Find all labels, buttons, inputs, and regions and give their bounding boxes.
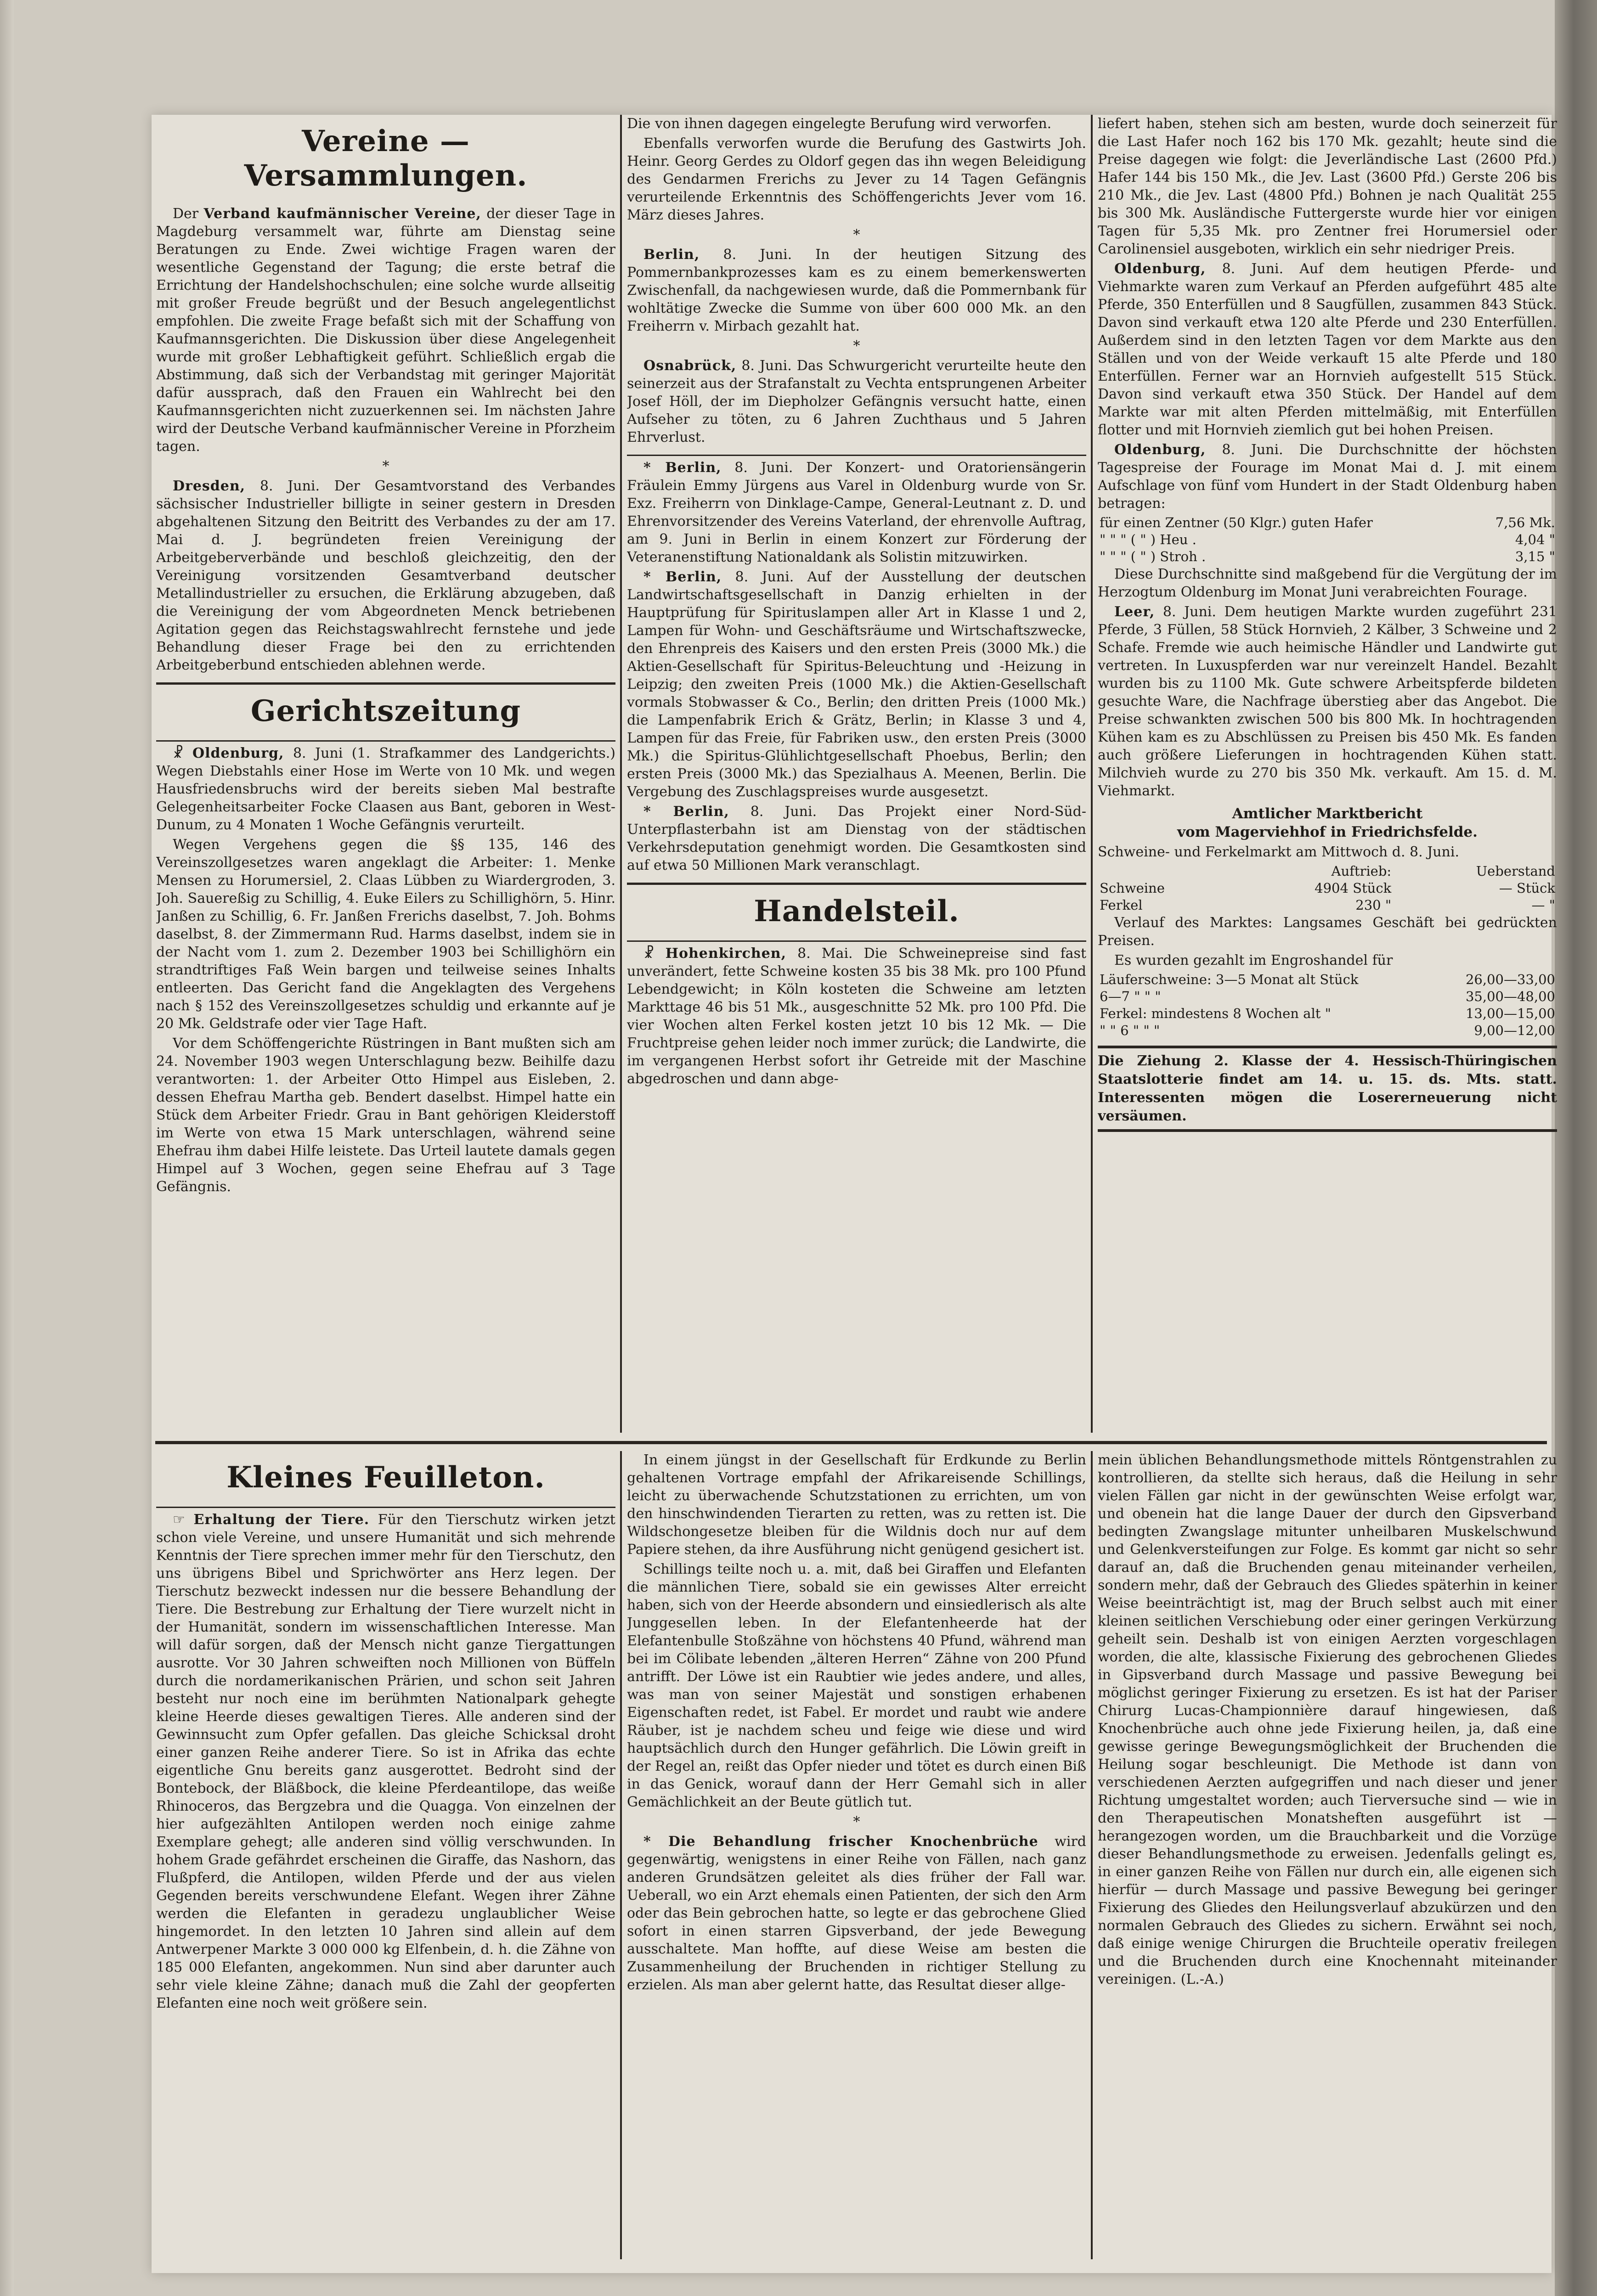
article-knochen bbox=[627, 1833, 1086, 1994]
article-text: 8. Mai. Die Schweinepreise sind fast unverändert, fette Schweine kosten 35 bis 38 Mk. pro 100 Pfund Lebendgewicht; in Köln kosteten die Schweine am letzten Markttage 46 bis 51 Mk., ausgeschnitte 52 Mk. pro 100 Pfd. Die vier Wochen alten Ferkel kosten jetzt 10 bis 12 Mk. — Die Fruchtpreise gehen leider noch immer zurück; die Landwirte, die im vergangenen Herbst sofort ihr Getreide mit der Maschine abgedroschen und dann abge- bbox=[627, 945, 1086, 1087]
table-cell: 7,56 Mk. bbox=[1495, 515, 1555, 530]
table-row bbox=[1098, 988, 1557, 1005]
article-text: 8. Juni. Das Schwurgericht verurteilte heute den seinerzeit aus der Strafanstalt zu Vechta entsprungenen Arbeiter Josef Höll, der im Diepholzer Gefängnis versucht hatte, einen Aufseher zu töten, zu 6 Jahren Zuchthaus und 5 Jahren Ehrverlust. bbox=[627, 358, 1086, 445]
article-text: 8. Juni (1. Strafkammer des Landgerichts.) Wegen Diebstahls einer Hose im Werte von 10 Mk. und wegen Hausfriedensbruchs wird der bereits sieben Mal bestrafte Gelegenheitsarbeiter Focke Claasen aus Bant, geboren in West-Dunum, zu 4 Monaten 1 Woche Gefängnis verurteilt. bbox=[156, 745, 615, 833]
section-rule bbox=[627, 940, 1086, 942]
article-lead: * Berlin, bbox=[643, 460, 722, 476]
table-row bbox=[1098, 971, 1557, 988]
article-berufung: Die von ihnen dagegen eingelegte Berufung wird verworfen. bbox=[627, 116, 1052, 132]
article-signature: (L.-A.) bbox=[1180, 1971, 1224, 1987]
table-header: Auftrieb: bbox=[1331, 863, 1392, 879]
table-row bbox=[1098, 1022, 1557, 1039]
newspaper-page bbox=[152, 115, 1557, 2273]
table-cell: Ferkel: mindestens 8 Wochen alt " bbox=[1100, 1006, 1331, 1021]
article-lead: Osnabrück, bbox=[643, 358, 737, 374]
separator-star: * bbox=[382, 458, 389, 474]
article-lead: Oldenburg, bbox=[1114, 261, 1206, 277]
article-lead: * Die Behandlung frischer Knochenbrüche bbox=[643, 1834, 1038, 1850]
table-cell: 6—7 " " " bbox=[1100, 989, 1161, 1004]
separator-star: * bbox=[853, 227, 860, 243]
table-header: Ueberstand bbox=[1476, 863, 1555, 879]
column-1 bbox=[156, 115, 615, 1433]
article-lead: Erhaltung der Tiere. bbox=[193, 1512, 370, 1528]
article-text: der dieser Tage in Magdeburg versammelt war, führte am Dienstag seine Beratungen zu Ende. Zwei wichtige Fragen waren der wesentliche Gegenstand der Tagung; die erste betraf die Errichtung der Handelshochschulen; eine solche wurde allseitig mit großer Freude begrüßt und der Besuch angelegentlichst empfohlen. Die zweite Frage befaßt sich mit der Schaffung von Kaufmannsgerichten. Die Diskussion über diese Angelegenheit wurde mit großer Lebhaftigkeit geführt. Schließlich ergab die Abstimmung, daß sich der Verbandstag mit geringer Majorität dafür aussprach, daß den Frauen ein Wahlrecht bei den Kaufmannsgerichten nicht zuzuerkennen sei. Im nächsten Jahre wird der Deutsche Verband kaufmännischer Vereine in Pforzheim tagen. bbox=[156, 206, 615, 455]
table-cell: — Stück bbox=[1499, 880, 1555, 896]
table-cell: " " " ( " ) Heu . bbox=[1100, 532, 1196, 547]
column-rule bbox=[620, 1451, 622, 2259]
table-cell bbox=[1098, 863, 1234, 880]
article-oldenburg-court bbox=[156, 744, 615, 834]
section-rule bbox=[156, 682, 615, 685]
section-divider bbox=[155, 1441, 1547, 1444]
separator-star: * bbox=[853, 338, 860, 354]
column-rule bbox=[1091, 115, 1093, 1433]
table-row bbox=[1098, 880, 1557, 897]
section-rule bbox=[627, 455, 1086, 456]
article-vereinszoll: Wegen Vergehens gegen die §§ 135, 146 des Vereinszollgesetzes waren angeklagt die Arbeiter: 1. Menke Mensen zu Horumersiel, 2. Claas Lübben zu Wiardergroden, 3. Joh. Sauereßig zu Schillig, 4. Euke Eilers zu Schillighörn, 5. Hinr. Janßen zu Schillig, 6. Fr. Janßen Frerichs daselbst, 7. Joh. Bohms daselbst, 8. der Zimmermann Rud. Harms daselbst, indem sie in der Nacht vom 1. zum 2. Dezember 1903 bei Schillighörn ein strandtriftiges Faß Wein bargen und teilweise seines Inhalts entleerten. Das Gericht fand die Angeklagten des Vergehens nach § 152 des Vereinszollgesetzes schuldig und erkannte auf je 20 Mk. Geldstrafe oder vier Tage Haft. bbox=[156, 837, 615, 1032]
article-berlin-lampen bbox=[627, 568, 1086, 801]
article-lead: Dresden, bbox=[173, 478, 246, 494]
table-cell: 9,00—12,00 bbox=[1474, 1023, 1555, 1038]
section-rule bbox=[627, 883, 1086, 885]
article-lead: Berlin, bbox=[643, 247, 700, 263]
table-row bbox=[1098, 531, 1557, 548]
article-text: mein üblichen Behandlungsmethode mittels Röntgenstrahlen zu kontrollieren, da stellte sich heraus, daß die Heilung in sehr vielen Fällen gar nicht in der gewünschten Weise erfolgt war, und obenein hat die lange Dauer der durch den Gipsverband bedingten Zwangslage mitunter unheilbaren Muskelschwund und Gelenkversteifungen zur Folge. Es kommt gar nicht so sehr darauf an, daß die Bruchenden genau miteinander verheilen, sondern mehr, daß der Gebrauch des Gliedes späterhin in keiner Weise beeinträchtigt ist, mag der Bruch selbst auch mit einer kleinen seitlichen Verschiebung oder einer geringen Verkürzung geheilt sein. Deshalb ist von einigen Aerzten vorgeschlagen worden, die alte, klassische Fixierung des gebrochenen Gliedes in Gipsverband durch Massage und passive Bewegung bei möglichst geringer Fixierung zu ersetzen. Es ist hat der Pariser Chirurg Lucas-Championnière darauf hingewiesen, daß Knochenbrüche auch ohne jede Fixierung heilen, ja, daß eine gewisse geringe Bewegungsmöglichkeit der Bruchenden die Heilung sogar beschleunigt. Die Methode ist dann von verschiedenen Aerzten aufgegriffen und nach dieser und jener Richtung umgestaltet worden; auch Tierversuche sind — wie in den Therapeutischen Monatsheften ausgeführt ist — herangezogen worden, um die Brauchbarkeit und die Vorzüge dieser Behandlungsmethode zu erweisen. Jedenfalls gelingt es, in einer ganzen Reihe von Fällen nur durch ein, alle eigenen sich hierfür — durch Massage und passive Bewegung bei geringer Fixierung des Gliedes den Heilungsverlauf abzukürzen und den normalen Gebrauch des Gliedes zu sichern. Erwähnt sei noch, daß einige wenige Chirurgen die Bruchteile operativ freilegen und die Bruchenden durch eine Knochennaht miteinander vereinigen. bbox=[1098, 1452, 1557, 1987]
table-row bbox=[1098, 548, 1557, 565]
article-text: 8. Juni. In der heutigen Sitzung des Pommernbankprozesses kam es zu einem bemerkenswerten Zwischenfall, da nachgewiesen wurde, daß die Pommernbank für wohltätige Zwecke die Summe von über 600 000 Mk. an den Freiherrn v. Mirbach gezahlt hat. bbox=[627, 247, 1086, 334]
article-text: 8. Juni. Auf der Ausstellung der deutschen Landwirtschaftsgesellschaft in Danzig erhielten in der Hauptprüfung für Spirituslampen aller Art in Klasse 1 und 2, Lampen für Wohn- und Geschäftsräume und Wirtschaftszwecke, den Ehrenpreis des Kaisers und den ersten Preis (3000 Mk.) die Aktien-Gesellschaft für Spiritus-Beleuchtung und -Heizung in Leipzig; den zweiten Preis (1000 Mk.) die Aktien-Gesellschaft vormals Stobwasser & Co., Berlin; den dritten Preis (1000 Mk.) die Lampenfabrik Erich & Grätz, Berlin; in Klasse 3 und 4, Lampen für das Freie, für Fabriken usw., den ersten Preis (3000 Mk.) die Spiritus-Glühlichtgesellschaft Phoebus, Berlin; den ersten Preis (3000 Mk.) das Spezialhaus A. Meenen, Berlin. Die Vergebung des Zuschlagspreises wurde ausgesetzt. bbox=[627, 569, 1086, 800]
article-verband bbox=[156, 205, 615, 456]
table-cell: 4904 Stück bbox=[1315, 880, 1392, 896]
column-3 bbox=[1098, 115, 1557, 1433]
market-report-title bbox=[1098, 805, 1557, 841]
table-cell: Schweine bbox=[1100, 880, 1165, 896]
table-cell: 4,04 " bbox=[1515, 532, 1555, 547]
article-oldenburg-fourage bbox=[1098, 441, 1557, 512]
article-tiere bbox=[156, 1511, 615, 2012]
article-gerdes: Ebenfalls verworfen wurde die Berufung des Gastwirts Joh. Heinr. Georg Gerdes zu Oldorf gegen das ihn wegen Beleidigung des Gendarmen Frerichs zu Jever zu 14 Tagen Gefängnis verurteilende Erkenntnis des Schöffengerichts Jever vom 16. März dieses Jahres. bbox=[627, 135, 1086, 223]
fourage-note: Diese Durchschnitte sind maßgebend für die Vergütung der im Herzogtum Oldenburg im Monat Juni verabreichten Fourage. bbox=[1098, 566, 1557, 600]
article-berlin-pommernbank bbox=[627, 246, 1086, 335]
table-cell: Ferkel bbox=[1100, 897, 1143, 913]
feuilleton-section bbox=[152, 1451, 1557, 2259]
article-lead: * Berlin, bbox=[643, 569, 722, 585]
market-verlauf: Verlauf des Marktes: Langsames Geschäft bei gedrückten Preisen. bbox=[1098, 915, 1557, 949]
table-cell: 230 " bbox=[1355, 897, 1392, 913]
page-edge bbox=[1555, 0, 1597, 2296]
article-oldenburg-pferde bbox=[1098, 260, 1557, 439]
section-heading-vereine: Vereine — Versammlungen. bbox=[244, 124, 528, 193]
article-lead: Leer, bbox=[1114, 604, 1155, 620]
article-text: 8. Juni. Die Durchschnitte der höchsten Tagespreise der Fourage im Monat Mai d. J. mit einem Aufschlage von fünf vom Hundert in der Stadt Oldenburg haben betragen: bbox=[1098, 442, 1557, 512]
auftrieb-table bbox=[1098, 863, 1557, 914]
article-schillings: Schillings teilte noch u. a. mit, daß bei Giraffen und Elefanten die männlichen Tiere, sobald sie ein gewisses Alter erreicht haben, sich von der Heerde absondern und einsiedlerisch als alte Junggesellen leben. In der Elefantenheerde hat der Elefantenbulle Stoßzähne von höchstens 40 Pfund, während man bei im Cölibate lebenden „älteren Herren“ Zähne von 200 Pfund antrifft. Der Löwe ist ein Raubtier wie jedes andere, und alles, was man von seiner Majestät und sonstigen erhabenen Eigenschaften redet, ist Fabel. Er mordet und raubt wie andere Räuber, ist je nachdem scheu und feige wie diese und wird hauptsächlich durch den Hunger gefährlich. Die Löwin greift in der Regel an, reißt das Opfer nieder und tötet es durch einen Biß in das Genick, worauf dann der Herr Gemahl sich in aller Gemächlichkeit an der Beute gütlich tut. bbox=[627, 1561, 1086, 1810]
table-row bbox=[1098, 514, 1557, 531]
section-rule bbox=[156, 740, 615, 742]
table-cell: Läuferschweine: 3—5 Monat alt Stück bbox=[1100, 972, 1359, 987]
section-heading-feuilleton: Kleines Feuilleton. bbox=[226, 1460, 545, 1495]
table-cell: für einen Zentner (50 Klgr.) guten Hafer bbox=[1100, 515, 1373, 530]
lottery-notice: Die Ziehung 2. Klasse der 4. Hessisch-Thüringischen Staatslotterie findet am 14. u. 15. ds. Mts. statt. Interessenten mögen die Losererneuerung nicht versäumen. bbox=[1098, 1046, 1557, 1132]
article-vortrag: In einem jüngst in der Gesellschaft für Erdkunde zu Berlin gehaltenen Vortrage empfahl der Afrikareisende Schillings, leicht zu überwachende Schutzstationen zu errichten, um von den hinschwindenden Tierarten zu retten, was zu retten ist. Die Wildschongesetze bleiben für die Wildnis doch nur auf dem Papiere stehen, da ihre Ausführung nicht genügend gesichert ist. bbox=[627, 1452, 1086, 1558]
market-report-title-line: Amtlicher Marktbericht bbox=[1232, 805, 1423, 822]
article-text: 8. Juni. Auf dem heutigen Pferde- und Viehmarkte waren zum Verkauf an Pferden aufgeführt 485 alte Pferde, 350 Enterfüllen und 8 Saugfüllen, zusammen 843 Stück. Davon sind verkauft etwa 120 alte Pferde und 230 Enterfüllen. Außerdem sind in den letzten Tagen vor dem Markte aus den Ställen und von der Weide verkauft 15 alte Pferde und 180 Enterfüllen. Ferner war an Hornvieh aufgestellt 515 Stück. Davon sind verkauft etwa 350 Stück. Der Handel auf dem Markte war mit alten Pferden mittelmäßig, mit Enterfüllen flotter und mit Hornvieh ziemlich gut bei hohen Preisen. bbox=[1098, 261, 1557, 438]
article-berlin-juergens bbox=[627, 459, 1086, 566]
article-osnabrueck bbox=[627, 357, 1086, 446]
article-lead: Oldenburg, bbox=[192, 745, 284, 761]
article-lead: Hohenkirchen, bbox=[665, 945, 787, 962]
market-engros: Es wurden gezahlt im Engroshandel für bbox=[1114, 952, 1393, 968]
article-text: 8. Juni. Dem heutigen Markte wurden zugeführt 231 Pferde, 3 Füllen, 58 Stück Hornvieh, 2 Kälber, 3 Schweine und 2 Schafe. Fremde wie auch heimische Händler und Landwirte gut vertreten. In Luxuspferden war nur vereinzelt Handel. Bezahlt wurden bis zu 1100 Mk. Gute schwere Arbeitspferde bildeten gesuchte Ware, die Nachfrage überstieg aber das Angebot. Die Preise schwankten zwischen 500 bis 800 Mk. In hochtragenden Kühen kam es zu Abschlüssen zu Preisen bis 450 Mk. Es fanden auch größere Lieferungen in hochtragenden Kühen statt. Milchvieh wurde zu 270 bis 350 Mk. verkauft. Am 15. d. M. Viehmarkt. bbox=[1098, 604, 1557, 799]
article-lead: * Berlin, bbox=[643, 804, 729, 820]
table-cell: 13,00—15,00 bbox=[1465, 1006, 1555, 1021]
preise-table bbox=[1098, 971, 1557, 1039]
top-section bbox=[152, 115, 1557, 1433]
table-cell: 35,00—48,00 bbox=[1465, 989, 1555, 1004]
article-hafer: liefert haben, stehen sich am besten, wurde doch seinerzeit für die Last Hafer noch 162 bis 170 Mk. gezahlt; heute sind die Preise dagegen wie folgt: die Jeverländische Last (2600 Pfd.) Hafer 144 bis 150 Mk., die Jev. Last (3600 Pfd.) Gerste 206 bis 210 Mk., die Jev. Last (4800 Pfd.) Bohnen je nach Qualität 255 bis 300 Mk. Ausländische Futtergerste wurde hier vor einigen Tagen für 5,35 Mk. pro Zentner frei Horumersiel oder Carolinensiel ausgeboten, wirklich ein sehr niedriger Preis. bbox=[1098, 116, 1557, 257]
table-header-row bbox=[1098, 863, 1557, 880]
section-rule bbox=[156, 1507, 615, 1508]
fourage-table bbox=[1098, 514, 1557, 565]
section-heading-handel: Handelsteil. bbox=[754, 894, 959, 929]
article-berlin-bahn bbox=[627, 803, 1086, 874]
table-cell: " " " ( " ) Stroh . bbox=[1100, 549, 1206, 564]
article-lead: Oldenburg, bbox=[1114, 442, 1206, 458]
article-lead: Verband kaufmännischer Vereine, bbox=[203, 206, 481, 222]
market-intro: Schweine- und Ferkelmarkt am Mittwoch d. 8. Juni. bbox=[1098, 844, 1460, 860]
column-2 bbox=[627, 1451, 1086, 2259]
table-row bbox=[1098, 897, 1557, 914]
article-text: 8. Juni. Der Gesamtvorstand des Verbandes sächsischer Industrieller billigte in seiner gestern in Dresden abgehaltenen Sitzung den Beitritt des Verbandes zu der am 17. Mai d. J. begründeten freien Vereinigung der Arbeitgeberverbände und beschloß gleichzeitig, den der Vereinigung vorsitzenden Gesamtverband deutscher Metallindustrieller zu ersuchen, die Erklärung abzugeben, daß die Vereinigung der vom Abgeordneten Menck betriebenen Agitation gegen das Reichstagswahlrecht fernstehe und jede Behandlung dieser Frage bei den zu errichtenden Arbeitgeberbund entschieden ablehnen werde. bbox=[156, 478, 615, 673]
table-cell: 26,00—33,00 bbox=[1465, 972, 1555, 987]
table-cell: — " bbox=[1531, 897, 1555, 913]
separator-star: * bbox=[853, 1814, 860, 1830]
column-2 bbox=[627, 115, 1086, 1433]
article-prefix: ☧ bbox=[173, 745, 184, 761]
table-cell: 3,15 " bbox=[1515, 549, 1555, 564]
article-text: 8. Juni. Das Projekt einer Nord-Süd-Unterpflasterbahn ist am Dienstag von der städtischen Verkehrsdeputation genehmigt worden. Die Gesamtkosten sind auf etwa 50 Millionen Mark veranschlagt. bbox=[627, 804, 1086, 873]
article-text: wird gegenwärtig, wenigstens in einer Reihe von Fällen, nach ganz anderen Grundsätzen geleitet als dies früher der Fall war. Ueberall, wo ein Arzt ehemals einen Patienten, der sich den Arm oder das Bein gebrochen hatte, so legte er das gebrochene Glied sofort in einen starren Gipsverband, der jede Bewegung ausschaltete. Man hoffte, auf diese Weise am besten die Zusammenheilung der Bruchenden in richtiger Stellung zu erzielen. Als man aber gelernt hatte, das Resultat dieser allge- bbox=[627, 1834, 1086, 1993]
column-1 bbox=[156, 1451, 615, 2259]
article-leer bbox=[1098, 603, 1557, 800]
pointing-hand-icon: ☞ bbox=[173, 1512, 185, 1528]
book-spine bbox=[0, 0, 14, 2296]
article-prefix: Der bbox=[173, 206, 199, 222]
article-text: Für den Tierschutz wirken jetzt schon viele Vereine, und unsere Humanität und sich mehrende Kenntnis der Tiere sprechen immer mehr für den Tierschutz, den uns übrigens Bibel und Sprichwörter ans Herz legen. Der Tierschutz bezweckt indessen nur die bessere Behandlung der Tiere. Die Bestrebung zur Erhaltung der Tiere wurzelt nicht in der Humanität, sondern im wissenschaftlichen Interesse. Man will dafür sorgen, daß der Mensch nicht ganze Tiergattungen ausrotte. Vor 30 Jahren schweiften noch Millionen von Büffeln durch die nordamerikanischen Prärien, und schon seit Jahren besteht nur noch eine im berühmten Nationalpark gehegte kleine Heerde dieses gewaltigen Tieres. Alle anderen sind der Gewinnsucht zum Opfer gefallen. Das gleiche Schicksal droht einer ganzen Reihe anderer Tiere. So ist in Afrika das echte eigentliche Gnu bereits ganz ausgerottet. Bedroht sind der Bontebock, der Bläßbock, die kleine Pferdeantilope, das weiße Rhinoceros, das Bergzebra und die Quagga. Von einzelnen der hier aufgezählten Antilopen werden noch einige zahme Exemplare gehegt; alle anderen sind völlig verschwunden. In hohem Grade gefährdet erscheinen die Giraffe, das Nashorn, das Flußpferd, die Antilopen, wilden Pferde und der aus vielen Gegenden bereits verschwundene Elefant. Wegen ihrer Zähne werden die Elefanten in geradezu unglaublicher Weise hingemordet. In den letzten 10 Jahren sind allein auf dem Antwerpener Markte 3 000 000 kg Elfenbein, d. h. die Zähne von 185 000 Elefanten, angekommen. Nun sind aber darunter auch sehr viele kleine Zähne; danach muß die Zahl der geopferten Elefanten eine noch weit größere sein. bbox=[156, 1512, 615, 2011]
column-rule bbox=[620, 115, 622, 1433]
table-cell: " " 6 " " " bbox=[1100, 1023, 1160, 1038]
market-report-title-line: vom Magerviehhof in Friedrichsfelde. bbox=[1177, 824, 1478, 840]
article-prefix: ☧ bbox=[643, 945, 655, 962]
article-hohenkirchen bbox=[627, 945, 1086, 1088]
article-dresden bbox=[156, 477, 615, 674]
article-ruestringen: Vor dem Schöffengerichte Rüstringen in Bant mußten sich am 24. November 1903 wegen Unterschlagung bezw. Beihilfe dazu verantworten: 1. der Arbeiter Otto Himpel aus Eisleben, 2. dessen Ehefrau Martha geb. Bendert daselbst. Himpel hatte ein Stück dem Arbeiter Friedr. Grau in Bant gehörigen Kleiderstoff im Werte von etwa 15 Mark unterschlagen, während seine Ehefrau ihm dabei Hilfe leistete. Das Urteil lautete damals gegen Himpel auf 3 Wochen, gegen seine Ehefrau auf 3 Tage Gefängnis. bbox=[156, 1035, 615, 1195]
article-knochen-cont bbox=[1098, 1451, 1557, 1988]
column-3 bbox=[1098, 1451, 1557, 2259]
section-heading-gericht: Gerichtszeitung bbox=[250, 694, 521, 728]
table-row bbox=[1098, 1005, 1557, 1022]
article-text: 8. Juni. Der Konzert- und Oratoriensängerin Fräulein Emmy Jürgens aus Varel in Oldenburg wurde von Sr. Exz. Freiherrn von Dinklage-Campe, General-Leutnant z. D. und Ehrenvorsitzender des Vereins Vaterland, der ehrenvolle Auftrag, am 9. Juni in Berlin in einem Konzert zur Förderung der Veteranenstiftung Nationaldank als Solistin mitzuwirken. bbox=[627, 460, 1086, 565]
column-rule bbox=[1091, 1451, 1093, 2259]
